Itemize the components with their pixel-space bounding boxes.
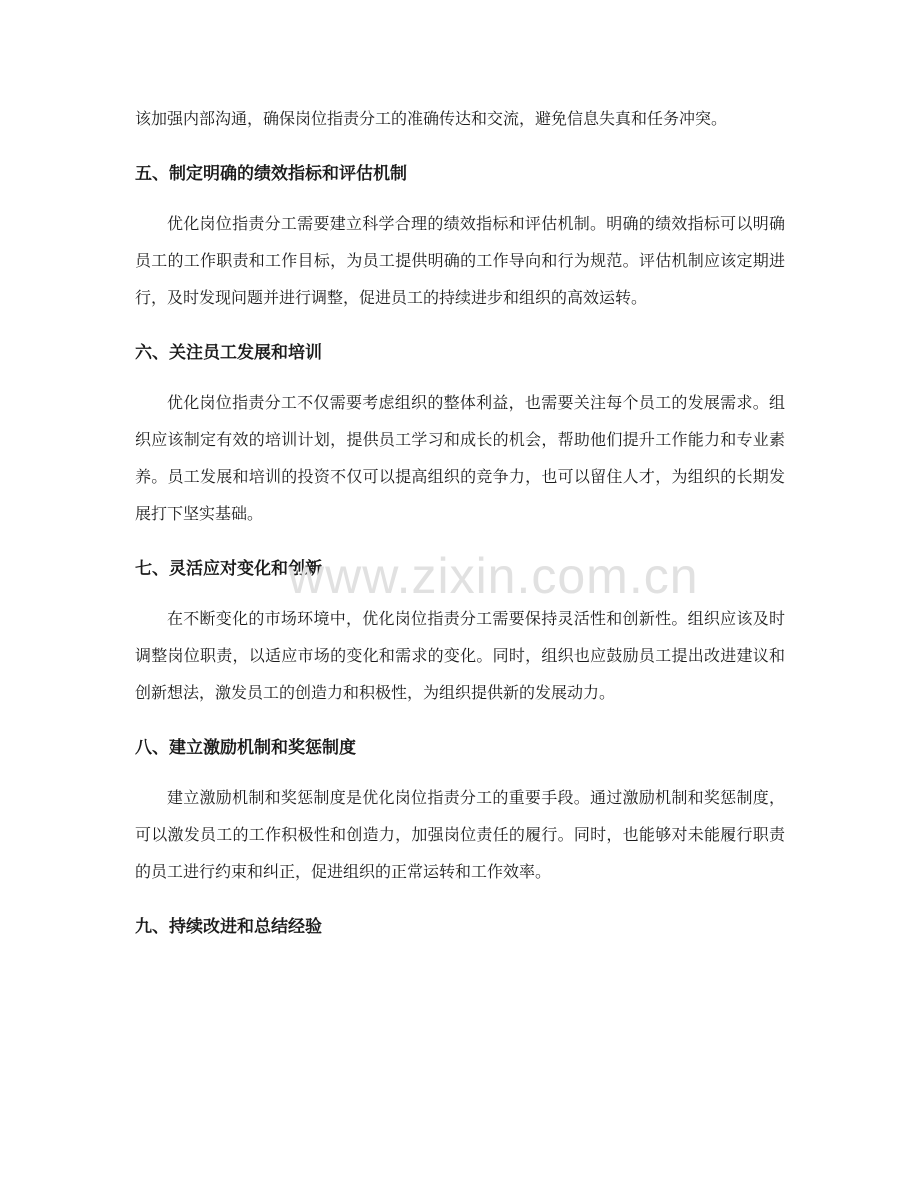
spacer: [135, 137, 785, 159]
section-5-body: 优化岗位指责分工需要建立科学合理的绩效指标和评估机制。明确的绩效指标可以明确员工的工作职责和工作目标，为员工提供明确的工作导向和行为规范。评估机制应该定期进行，及时发现问题并进行调整，促进员工的持续进步和组织的高效运转。: [135, 214, 785, 307]
spacer: [135, 189, 785, 205]
section-5-heading: 五、制定明确的绩效指标和评估机制: [135, 164, 407, 184]
spacer: [135, 316, 785, 338]
watermark-text: www.zixin.com.cn: [288, 548, 699, 604]
section-6-heading: 六、关注员工发展和培训: [135, 343, 322, 363]
section-7-heading: 七、灵活应对变化和创新: [135, 559, 322, 579]
spacer: [135, 890, 785, 912]
spacer: [135, 532, 785, 554]
section-9-heading: 九、持续改进和总结经验: [135, 917, 322, 937]
spacer: [135, 711, 785, 733]
intro-tail-paragraph: 该加强内部沟通，确保岗位指责分工的准确传达和交流，避免信息失真和任务冲突。: [135, 109, 728, 128]
spacer: [135, 368, 785, 384]
spacer: [135, 584, 785, 600]
section-7-body: 在不断变化的市场环境中，优化岗位指责分工需要保持灵活性和创新性。组织应该及时调整岗位职责，以适应市场的变化和需求的变化。同时，组织也应鼓励员工提出改进建议和创新想法，激发员工的创造力和积极性，为组织提供新的发展动力。: [135, 609, 785, 702]
section-6-body: 优化岗位指责分工不仅需要考虑组织的整体利益，也需要关注每个员工的发展需求。组织应该制定有效的培训计划，提供员工学习和成长的机会，帮助他们提升工作能力和专业素养。员工发展和培训的投资不仅可以提高组织的竞争力，也可以留住人才，为组织的长期发展打下坚实基础。: [135, 393, 785, 523]
spacer: [135, 763, 785, 779]
section-8-heading: 八、建立激励机制和奖惩制度: [135, 738, 356, 758]
document-page: [135, 100, 785, 942]
section-8-body: 建立激励机制和奖惩制度是优化岗位指责分工的重要手段。通过激励机制和奖惩制度，可以激发员工的工作积极性和创造力，加强岗位责任的履行。同时，也能够对未能履行职责的员工进行约束和纠正，促进组织的正常运转和工作效率。: [135, 788, 785, 881]
